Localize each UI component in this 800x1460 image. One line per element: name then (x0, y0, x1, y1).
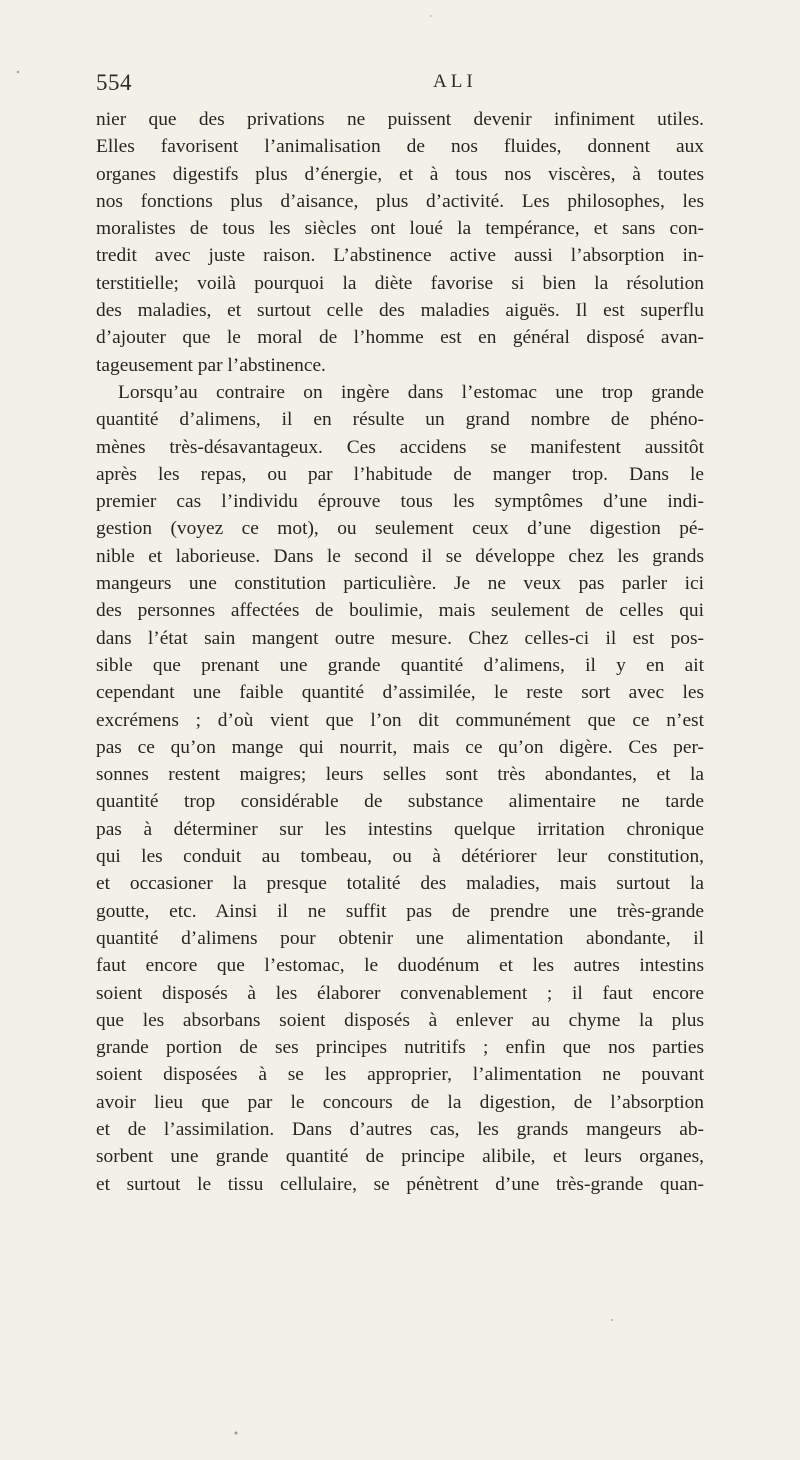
text-line: quantité d’alimens, il en résulte un grand nombre de phéno- (96, 409, 704, 431)
text-line: des personnes affectées de boulimie, mais seulement de celles qui (96, 600, 704, 622)
text-line: mènes très-désavantageux. Ces accidens se manifestent aussitôt (96, 436, 704, 458)
text-line: quantité trop considérable de substance alimentaire ne tarde (96, 791, 704, 813)
text-line: sible que prenant une grande quantité d’alimens, il y en ait (96, 654, 704, 676)
text-line: que les absorbans soient disposés à enlever au chyme la plus (96, 1009, 704, 1031)
text-line: pas ce qu’on mange qui nourrit, mais ce qu’on digère. Ces per- (96, 736, 704, 758)
body-text (96, 106, 704, 1198)
running-head: ALI (433, 71, 477, 92)
text-line: et occasioner la presque totalité des maladies, mais surtout la (96, 873, 704, 895)
text-line: d’ajouter que le moral de l’homme est en général disposé avan- (96, 327, 704, 349)
text-line: après les repas, ou par l’habitude de manger trop. Dans le (96, 463, 704, 485)
text-line: Lorsqu’au contraire on ingère dans l’estomac une trop grande (118, 381, 704, 403)
text-line: excrémens ; d’où vient que l’on dit communément que ce n’est (96, 709, 704, 731)
speck (235, 1432, 238, 1435)
text-line: nier que des privations ne puissent devenir infiniment utiles. (96, 109, 704, 130)
text-line: dans l’état sain mangent outre mesure. Chez celles-ci il est pos- (96, 627, 704, 649)
paragraphs (96, 106, 704, 1198)
text-line: organes digestifs plus d’énergie, et à tous nos viscères, à toutes (96, 163, 704, 185)
text-line: faut encore que l’estomac, le duodénum et les autres intestins (96, 955, 704, 977)
speck (430, 15, 432, 17)
text-line: premier cas l’individu éprouve tous les symptômes d’une indi- (96, 491, 704, 513)
text-line: goutte, etc. Ainsi il ne suffit pas de prendre une très-grande (96, 900, 704, 922)
text-line: soient disposées à se les approprier, l’alimentation ne pouvant (96, 1064, 704, 1086)
text-line: Elles favorisent l’animalisation de nos fluides, donnent aux (96, 136, 704, 158)
text-line: moralistes de tous les siècles ont loué la tempérance, et sans con- (96, 218, 704, 240)
text-line: des maladies, et surtout celle des maladies aiguës. Il est superflu (96, 300, 704, 322)
text-line: tageusement par l’abstinence. (96, 354, 326, 376)
speck (611, 1319, 613, 1321)
text-line: qui les conduit au tombeau, ou à détériorer leur constitution, (96, 846, 704, 868)
text-line: cependant une faible quantité d’assimilée, le reste sort avec les (96, 682, 704, 704)
text-line: nos fonctions plus d’aisance, plus d’activité. Les philosophes, les (96, 190, 704, 212)
text-line: pas à déterminer sur les intestins quelque irritation chronique (96, 818, 704, 840)
text-line: et de l’assimilation. Dans d’autres cas, les grands mangeurs ab- (96, 1118, 704, 1140)
speck (17, 71, 19, 73)
text-line: terstitielle; voilà pourquoi la diète favorise si bien la résolution (96, 272, 704, 294)
text-line: quantité d’alimens pour obtenir une alimentation abondante, il (96, 927, 704, 949)
page-header (96, 70, 704, 110)
text-line: gestion (voyez ce mot), ou seulement ceux d’une digestion pé- (96, 518, 704, 540)
text-line: nible et laborieuse. Dans le second il se développe chez les grands (96, 545, 704, 567)
text-line: sorbent une grande quantité de principe alibile, et leurs organes, (96, 1146, 704, 1168)
text-line: avoir lieu que par le concours de la digestion, de l’absorption (96, 1091, 704, 1113)
text-line: et surtout le tissu cellulaire, se pénètrent d’une très-grande quan- (96, 1173, 704, 1195)
text-line: mangeurs une constitution particulière. Je ne veux pas parler ici (96, 573, 704, 595)
text-line: tredit avec juste raison. L’abstinence active aussi l’absorption in- (96, 245, 704, 267)
page-number: 554 (96, 70, 132, 95)
text-line: sonnes restent maigres; leurs selles sont très abondantes, et la (96, 764, 704, 786)
text-line: grande portion de ses principes nutritifs ; enfin que nos parties (96, 1037, 704, 1059)
text-line: soient disposés à les élaborer convenablement ; il faut encore (96, 982, 704, 1004)
